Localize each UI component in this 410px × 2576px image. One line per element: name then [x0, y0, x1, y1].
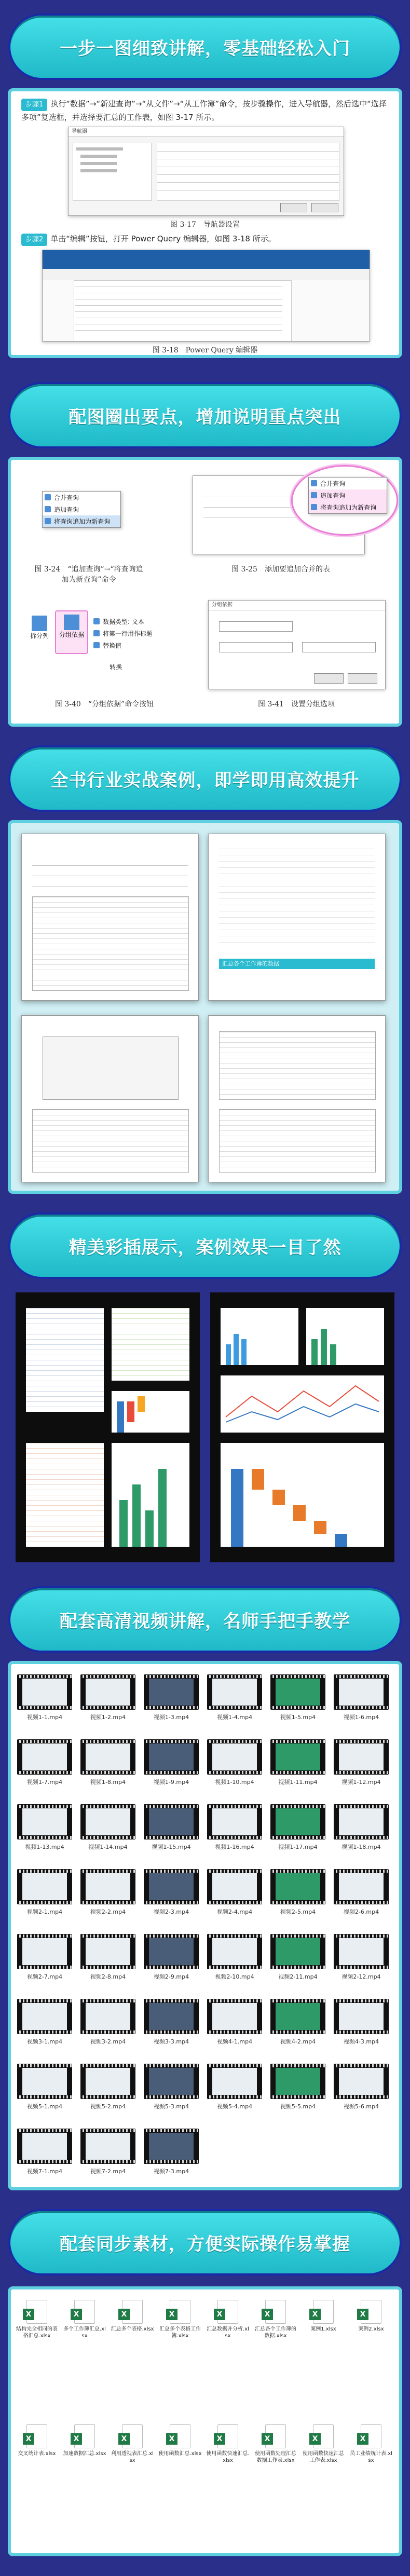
bar-chart-1 [112, 1443, 189, 1547]
step1-text: 执行“数据”→“新建查询”→“从文件”→“从工作簿”命令，按步骤操作，进入导航器，然后选中“选择多项”复选框，并选择要汇总的工作表，如图 3-17 所示。 [21, 99, 387, 122]
video-preview [86, 1808, 130, 1835]
step2-text: 单击“编辑”按钮，打开 Power Query 编辑器，如图 3-18 所示。 [50, 234, 276, 243]
video-preview [22, 2003, 67, 2030]
section-highlight [0, 374, 410, 737]
section-files [0, 2201, 410, 2576]
color-page-left [16, 1292, 200, 1562]
video-thumbnail[interactable] [270, 1999, 325, 2034]
file-name: 使用函数处理汇总数据工作表.xlsx [255, 2451, 296, 2463]
video-label: 视频5-4.mp4 [216, 2103, 253, 2110]
excel-file[interactable] [15, 2424, 59, 2457]
video-preview [86, 2133, 130, 2160]
fig-3-24-caption: 图 3-24 “追加查询”→“将查询追加为新查询”命令 [34, 565, 143, 584]
menu-merge-query[interactable]: 合并查询 [43, 492, 120, 503]
file-name: 案例2.xlsx [358, 2326, 384, 2332]
group-by-dialog [208, 600, 386, 689]
video-label: 视频1-10.mp4 [215, 1779, 254, 1786]
video-thumbnail[interactable] [80, 2129, 135, 2164]
video-label: 视频1-11.mp4 [278, 1779, 318, 1786]
fig-3-40-caption: 图 3-40 “分组依据”命令按钮 [54, 700, 154, 708]
file-name: 使用函数快速汇总工作表.xlsx [303, 2451, 344, 2463]
navigator-window [68, 127, 344, 216]
video-thumbnail[interactable] [80, 1934, 135, 1969]
transform-menu [91, 616, 169, 651]
video-preview [212, 2068, 257, 2095]
banner-highlight: 配图圈出要点，增加说明重点突出 [10, 384, 400, 446]
file-name: 汇总多个表格工作簿.xlsx [159, 2326, 201, 2339]
waterfall-chart-1 [112, 1391, 189, 1433]
video-preview [86, 1938, 130, 1965]
navigator-preview [157, 143, 339, 201]
video-thumbnail[interactable] [334, 1739, 389, 1775]
file-name: 员工业绩统计表.xlsx [350, 2451, 392, 2463]
case-note-bar: 汇总各个工作簿的数据 [219, 959, 375, 969]
dialog-fig [43, 1037, 179, 1100]
video-preview [212, 1808, 257, 1835]
pq-queries-pane [43, 280, 74, 341]
excel-file[interactable] [302, 2300, 345, 2333]
video-preview [22, 2133, 67, 2160]
chart-panel-1 [221, 1308, 298, 1365]
section-step-by-step [0, 0, 410, 374]
video-thumbnail[interactable] [270, 1869, 325, 1904]
file-name: 汇总各个工作簿的数据.xlsx [255, 2326, 296, 2339]
video-preview [86, 1873, 130, 1900]
video-thumbnail[interactable] [80, 2064, 135, 2099]
video-thumbnail[interactable] [207, 1869, 262, 1904]
video-preview [339, 1743, 384, 1770]
append-new-icon [45, 518, 51, 524]
banner-color-plates: 精美彩插展示，案例效果一目了然 [10, 1215, 400, 1277]
book-page-left-1 [21, 834, 199, 1001]
video-label: 视频1-7.mp4 [26, 1779, 63, 1786]
video-thumbnail[interactable] [207, 1934, 262, 1969]
video-label: 视频1-9.mp4 [153, 1779, 189, 1786]
excel-file[interactable] [206, 2424, 250, 2464]
video-preview [149, 2003, 194, 2030]
fig-3-18-caption: 图 3-18 Power Query 编辑器 [152, 346, 258, 355]
video-thumbnail[interactable] [334, 1674, 389, 1710]
video-preview [22, 1938, 67, 1965]
menu-first-row-header[interactable]: 将第一行用作标题 [91, 628, 169, 639]
video-preview [276, 1808, 320, 1835]
file-name: 交叉统计表.xlsx [18, 2451, 56, 2457]
video-label: 视频7-2.mp4 [90, 2168, 126, 2175]
zoomed-menu [308, 477, 387, 514]
video-preview [276, 1743, 320, 1770]
video-label: 视频1-4.mp4 [216, 1714, 253, 1721]
excel-file-icon: X [122, 2300, 143, 2324]
video-preview [276, 2068, 320, 2095]
video-thumbnail[interactable] [334, 1934, 389, 1969]
line-chart-panel [221, 1375, 384, 1433]
file-name: 加速数据汇总.xlsx [63, 2451, 106, 2457]
section-videos [0, 1578, 410, 2201]
video-label: 视频2-6.mp4 [343, 1909, 379, 1915]
video-label: 视频2-11.mp4 [278, 1973, 318, 1980]
chart-panel-2 [306, 1308, 384, 1365]
video-label: 视频1-12.mp4 [341, 1779, 381, 1786]
excel-file-icon: X [313, 2424, 334, 2448]
video-label: 视频2-4.mp4 [216, 1909, 253, 1915]
pq-ribbon-tools [43, 269, 370, 281]
video-thumbnail[interactable] [80, 1739, 135, 1775]
append-query-menu [42, 491, 121, 528]
video-thumbnail[interactable] [144, 1804, 199, 1839]
excel-file[interactable] [302, 2424, 345, 2464]
video-label: 视频5-2.mp4 [90, 2103, 126, 2110]
video-preview [276, 1938, 320, 1965]
excel-file-icon: X [122, 2424, 143, 2448]
fig-3-17-caption: 图 3-17 导航器设置 [170, 221, 240, 229]
video-thumbnail[interactable] [144, 2129, 199, 2164]
menu-append-query[interactable]: 追加查询 [43, 503, 120, 515]
excel-file[interactable] [349, 2300, 393, 2333]
video-label: 视频2-12.mp4 [341, 1973, 381, 1980]
file-name: 汇总多个表格.xlsx [111, 2326, 154, 2332]
video-thumbnail[interactable] [334, 1804, 389, 1839]
video-label: 视频1-8.mp4 [90, 1779, 126, 1786]
panel-cases [8, 820, 402, 1194]
excel-file[interactable] [254, 2424, 297, 2464]
excel-file-icon: X [361, 2300, 381, 2324]
excel-file-icon: X [26, 2300, 47, 2324]
panel-step-by-step [8, 88, 402, 358]
video-label: 视频1-2.mp4 [90, 1714, 126, 1721]
video-thumbnail[interactable] [17, 1999, 72, 2034]
video-label: 视频5-1.mp4 [26, 2103, 63, 2110]
video-label: 视频4-3.mp4 [343, 2038, 379, 2045]
video-thumbnail[interactable] [17, 1869, 72, 1904]
video-preview [149, 1808, 194, 1835]
video-label: 视频1-3.mp4 [153, 1714, 189, 1721]
video-label: 视频1-15.mp4 [152, 1844, 191, 1850]
fig-3-25-caption: 图 3-25 添加要追加合并的表 [231, 565, 330, 574]
step2 [21, 233, 390, 246]
video-label: 视频1-18.mp4 [341, 1844, 381, 1850]
video-label: 视频7-1.mp4 [26, 2168, 63, 2175]
file-name: 多个工作簿汇总.xlsx [63, 2326, 106, 2339]
navigator-tree [73, 143, 152, 201]
spreadsheet-fig [32, 896, 189, 991]
video-preview [22, 1808, 67, 1835]
zoom-circle-menu [291, 465, 398, 536]
video-label: 视频3-2.mp4 [90, 2038, 126, 2045]
merge-icon [45, 494, 51, 500]
navigator-title: 导航器 [69, 127, 344, 137]
video-thumbnail[interactable] [17, 1934, 72, 1969]
file-name: 使用函数汇总.xlsx [158, 2451, 202, 2457]
panel-videos [8, 1661, 402, 2190]
video-thumbnail[interactable] [17, 2064, 72, 2099]
book-page-right-1 [208, 834, 386, 1001]
power-query-window [42, 250, 370, 342]
navigator-ok-button[interactable] [280, 203, 307, 212]
file-name: 汇总数据并分析.xlsx [207, 2326, 249, 2339]
video-preview [212, 2003, 257, 2030]
group-by-ok[interactable] [314, 673, 344, 684]
video-preview [212, 1938, 257, 1965]
video-thumbnail[interactable] [17, 2129, 72, 2164]
video-thumbnail[interactable] [207, 1739, 262, 1775]
video-preview [276, 1873, 320, 1900]
excel-file-icon: X [265, 2300, 286, 2324]
video-thumbnail[interactable] [17, 1674, 72, 1710]
group-by-dialog-title: 分组依据 [209, 601, 385, 610]
fig-3-41-caption: 图 3-41 设置分组选项 [258, 700, 335, 708]
split-icon [32, 616, 47, 631]
menu-replace-values[interactable]: 替换值 [91, 639, 169, 651]
group-by-cancel[interactable] [348, 673, 377, 684]
video-label: 视频2-5.mp4 [280, 1909, 316, 1915]
file-name: 案例1.xlsx [310, 2326, 336, 2332]
video-label: 视频5-6.mp4 [343, 2103, 379, 2110]
video-preview [339, 2068, 384, 2095]
menu-data-type[interactable]: 数据类型: 文本 [91, 616, 169, 628]
excel-file-icon: X [170, 2424, 190, 2448]
video-thumbnail[interactable] [207, 2064, 262, 2099]
zoom-menu-append-new: 将查询追加为新查询 [309, 501, 387, 513]
excel-file[interactable] [158, 2300, 202, 2339]
waterfall-chart-2 [221, 1443, 384, 1547]
video-label: 视频1-14.mp4 [88, 1844, 128, 1850]
video-label: 视频1-16.mp4 [215, 1844, 254, 1850]
video-thumbnail[interactable] [144, 1869, 199, 1904]
video-label: 视频4-2.mp4 [280, 2038, 316, 2045]
group-by-field-3[interactable] [302, 642, 376, 652]
video-label: 视频2-8.mp4 [90, 1973, 126, 1980]
excel-file-icon: X [74, 2424, 95, 2448]
video-thumbnail[interactable] [144, 1999, 199, 2034]
code-block [219, 844, 375, 948]
video-label: 视频7-3.mp4 [153, 2168, 189, 2175]
step2-badge: 步骤2 [21, 234, 47, 246]
video-preview [149, 1743, 194, 1770]
video-label: 视频2-1.mp4 [26, 1909, 63, 1915]
video-preview [149, 1679, 194, 1706]
video-label: 视频1-5.mp4 [280, 1714, 316, 1721]
group-by-button[interactable]: 分组依据 [55, 610, 88, 654]
video-preview [86, 1679, 130, 1706]
transform-label: 转换 [110, 663, 122, 671]
excel-file[interactable] [15, 2300, 59, 2339]
banner-step-by-step: 一步一图细致讲解，零基础轻松入门 [10, 16, 400, 78]
video-label: 视频5-3.mp4 [153, 2103, 189, 2110]
color-table-1 [26, 1308, 104, 1412]
excel-file-icon: X [217, 2300, 238, 2324]
video-label: 视频2-7.mp4 [26, 1973, 63, 1980]
video-thumbnail[interactable] [270, 1739, 325, 1775]
excel-file-icon: X [265, 2424, 286, 2448]
video-thumbnail[interactable] [270, 1934, 325, 1969]
banner-files: 配套同步素材，方便实际操作易掌握 [10, 2211, 400, 2273]
banner-cases: 全书行业实战案例，即学即用高效提升 [10, 747, 400, 810]
excel-file-icon: X [313, 2300, 334, 2324]
color-table-3 [26, 1443, 104, 1547]
video-preview [276, 2003, 320, 2030]
video-label: 视频4-1.mp4 [216, 2038, 253, 2045]
zoom-menu-append: 追加查询 [309, 489, 387, 501]
video-label: 视频1-1.mp4 [26, 1714, 63, 1721]
menu-append-as-new[interactable]: 将查询追加为新查询 [43, 515, 120, 527]
line-chart-svg [221, 1375, 384, 1433]
excel-file[interactable] [349, 2424, 393, 2464]
video-thumbnail[interactable] [270, 2064, 325, 2099]
video-thumbnail[interactable] [17, 1804, 72, 1839]
color-table-2 [112, 1308, 189, 1381]
video-preview [86, 2003, 130, 2030]
split-column-button[interactable]: 拆分列 [26, 616, 52, 652]
append-icon [45, 506, 51, 512]
excel-file[interactable] [63, 2300, 106, 2339]
file-name: 结构完全相同的表格汇总.xlsx [16, 2326, 58, 2339]
video-preview [149, 1873, 194, 1900]
excel-file-icon: X [74, 2300, 95, 2324]
excel-file[interactable] [206, 2300, 250, 2339]
video-thumbnail[interactable] [17, 1739, 72, 1775]
file-name: 利用透视表汇总.xlsx [111, 2451, 154, 2463]
excel-file[interactable] [158, 2424, 202, 2457]
video-preview [339, 1679, 384, 1706]
panel-files [8, 2286, 402, 2556]
video-label: 视频5-5.mp4 [280, 2103, 316, 2110]
color-page-right [210, 1292, 394, 1562]
video-thumbnail[interactable] [207, 1999, 262, 2034]
section-color-plates [0, 1204, 410, 1578]
video-thumbnail[interactable] [144, 1934, 199, 1969]
excel-file-icon: X [361, 2424, 381, 2448]
video-label: 视频1-6.mp4 [343, 1714, 379, 1721]
video-preview [339, 2003, 384, 2030]
pq-settings-pane [291, 280, 370, 341]
step1-badge: 步骤1 [21, 99, 47, 111]
video-thumbnail[interactable] [334, 1999, 389, 2034]
video-preview [212, 1743, 257, 1770]
video-preview [339, 1873, 384, 1900]
pq-ribbon [43, 250, 370, 269]
pq-data-grid [75, 280, 282, 341]
step1 [21, 98, 390, 124]
video-label: 视频1-17.mp4 [278, 1844, 318, 1850]
book-page-right-2 [208, 1015, 386, 1182]
video-thumbnail[interactable] [80, 1999, 135, 2034]
video-preview [86, 2068, 130, 2095]
zoom-menu-merge: 合并查询 [309, 478, 387, 489]
video-preview [149, 1938, 194, 1965]
video-preview [212, 1679, 257, 1706]
group-by-field-2[interactable] [219, 642, 293, 652]
video-thumbnail[interactable] [207, 1804, 262, 1839]
excel-file[interactable] [63, 2424, 106, 2457]
group-by-icon [64, 615, 79, 630]
excel-file[interactable] [254, 2300, 297, 2339]
table-fig-right [219, 1031, 376, 1100]
video-thumbnail[interactable] [144, 1674, 199, 1710]
excel-file[interactable] [111, 2424, 154, 2464]
section-cases [0, 737, 410, 1204]
file-name: 使用函数快速汇总.xlsx [206, 2451, 250, 2463]
video-thumbnail[interactable] [144, 1739, 199, 1775]
video-thumbnail[interactable] [270, 1804, 325, 1839]
video-label: 视频1-13.mp4 [25, 1844, 64, 1850]
banner-videos: 配套高清视频讲解，名师手把手教学 [10, 1588, 400, 1651]
video-label: 视频2-3.mp4 [153, 1909, 189, 1915]
excel-file-icon: X [170, 2300, 190, 2324]
video-preview [212, 1873, 257, 1900]
video-label: 视频3-3.mp4 [153, 2038, 189, 2045]
video-preview [339, 1938, 384, 1965]
excel-file[interactable] [111, 2300, 154, 2333]
video-label: 视频2-2.mp4 [90, 1909, 126, 1915]
excel-file-icon: X [217, 2424, 238, 2448]
video-thumbnail[interactable] [80, 1869, 135, 1904]
video-preview [22, 1873, 67, 1900]
video-preview [22, 1743, 67, 1770]
navigator-cancel-button[interactable] [311, 203, 338, 212]
excel-file-icon: X [26, 2424, 47, 2448]
video-label: 视频2-10.mp4 [215, 1973, 254, 1980]
video-preview [339, 1808, 384, 1835]
video-thumbnail[interactable] [334, 1869, 389, 1904]
video-thumbnail[interactable] [80, 1804, 135, 1839]
video-preview [149, 2133, 194, 2160]
video-preview [86, 1743, 130, 1770]
video-preview [276, 1679, 320, 1706]
video-preview [22, 1679, 67, 1706]
table-fig [32, 1109, 189, 1173]
video-thumbnail[interactable] [144, 2064, 199, 2099]
video-thumbnail[interactable] [334, 2064, 389, 2099]
video-preview [22, 2068, 67, 2095]
video-thumbnail[interactable] [270, 1674, 325, 1710]
group-by-field-1[interactable] [219, 621, 293, 632]
book-page-left-2 [21, 1015, 199, 1182]
pivot-fig-right [219, 1109, 376, 1173]
video-label: 视频3-1.mp4 [26, 2038, 63, 2045]
panel-highlight [8, 457, 402, 727]
video-thumbnail[interactable] [80, 1674, 135, 1710]
video-preview [149, 2068, 194, 2095]
video-thumbnail[interactable] [207, 1674, 262, 1710]
video-label: 视频2-9.mp4 [153, 1973, 189, 1980]
